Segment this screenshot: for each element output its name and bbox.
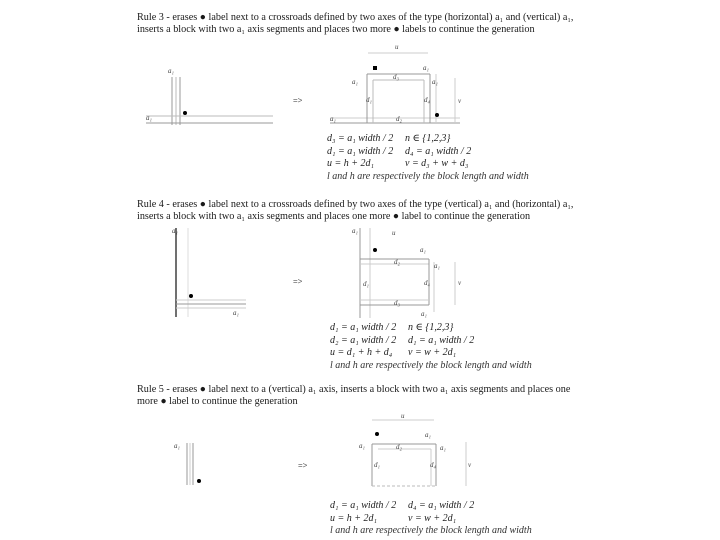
d4-label: d₄ bbox=[424, 96, 430, 104]
transform-arrow: => bbox=[293, 96, 303, 105]
axis-label: a₁ bbox=[359, 442, 365, 450]
axis-label: a₁ bbox=[440, 444, 446, 452]
formula-row: u = h + 2d₁ v = d₃ + w + d₃ bbox=[327, 158, 469, 169]
formula-row: d₁ = a₁ width / 2 n ∈ {1,2,3} bbox=[330, 322, 454, 333]
formula-row: d₃ = a₁ width / 2 n ∈ {1,2,3} bbox=[327, 133, 451, 144]
d4-label: d₄ bbox=[424, 279, 430, 287]
formula-row: u = d₁ + h + d₄ v = w + 2d₁ bbox=[330, 347, 457, 358]
axis-label: a₁ bbox=[423, 64, 429, 72]
formula-row: d₁ = a₁ width / 2 d₄ = a₁ width / 2 bbox=[330, 500, 475, 511]
rule-5-formulas bbox=[330, 500, 532, 538]
d3-label: d₃ bbox=[394, 299, 400, 307]
rule-4-formulas bbox=[330, 322, 532, 372]
rule-3-line-2: inserts a block with two a₁ axis segments and places two more ● labels to continue the generation bbox=[137, 24, 535, 35]
axis-label: a₁ bbox=[172, 227, 178, 235]
d2-label: d₂ bbox=[396, 115, 402, 123]
axis-label: a₁ bbox=[425, 431, 431, 439]
rule-3-formulas bbox=[327, 133, 529, 183]
d1-label: d₁ bbox=[374, 461, 380, 469]
dimension-u-label: u bbox=[401, 412, 405, 420]
formula-note: l and h are respectively the block length and width bbox=[330, 525, 532, 536]
axis-label: a₁ bbox=[168, 67, 174, 75]
rule-5-after-diagram bbox=[372, 420, 466, 486]
axis-label: a₁ bbox=[146, 114, 152, 122]
formula-note: l and h are respectively the block length and width bbox=[327, 170, 529, 182]
rule-4-line-2: inserts a block with two a₁ axis segments and places one more ● label to continue the generation bbox=[137, 211, 531, 222]
rule-4-after-diagram bbox=[360, 228, 455, 318]
rule-5-before-diagram bbox=[187, 443, 193, 485]
axis-label: a₁ bbox=[432, 78, 438, 86]
axis-label: a₁ bbox=[174, 442, 180, 450]
axis-label: a₁ bbox=[352, 78, 358, 86]
rule-4-before-diagram bbox=[176, 228, 246, 317]
d3-label: d₃ bbox=[393, 73, 399, 81]
dimension-v-label: v bbox=[458, 97, 462, 105]
rule-3-line-1: Rule 3 - erases ● label next to a crossroads defined by two axes of the type (horizontal) a₁ and (vertical) a₁, bbox=[137, 12, 574, 23]
generation-label-dot bbox=[373, 66, 377, 70]
dimension-v-label: v bbox=[458, 279, 462, 287]
dimension-v-label: v bbox=[468, 461, 472, 469]
formula-row: u = h + 2d₁ v = w + 2d₁ bbox=[330, 512, 457, 524]
d2-label: d₂ bbox=[394, 258, 400, 266]
axis-label: a₁ bbox=[233, 309, 239, 317]
rule-5-line-1: Rule 5 - erases ● label next to a (vertical) a₁ axis, inserts a block with two a₁ axis segments and places one bbox=[137, 384, 571, 395]
generation-label-dot bbox=[189, 294, 193, 298]
axis-label: a₁ bbox=[330, 115, 336, 123]
transform-arrow: => bbox=[293, 277, 303, 286]
generation-label-dot bbox=[373, 248, 377, 252]
dimension-u-label: u bbox=[392, 229, 396, 237]
formula-row: d₂ = a₁ width / 2 d₁ = a₁ width / 2 bbox=[330, 334, 475, 346]
generation-label-dot bbox=[435, 113, 439, 117]
generation-label-dot bbox=[375, 432, 379, 436]
formula-note: l and h are respectively the block length and width bbox=[330, 359, 532, 371]
axis-label: a₁ bbox=[352, 227, 358, 235]
formula-row: d₁ = a₁ width / 2 d₄ = a₁ width / 2 bbox=[327, 145, 472, 157]
rule-3-after-diagram bbox=[330, 53, 460, 123]
generation-label-dot bbox=[197, 479, 201, 483]
axis-label: a₁ bbox=[434, 262, 440, 270]
rule-4-line-1: Rule 4 - erases ● label next to a crossroads defined by two axes of the type (vertical) a₁ and (horizontal) a₁, bbox=[137, 199, 574, 210]
d2-label: d₂ bbox=[396, 443, 402, 451]
dimension-u-label: u bbox=[395, 43, 399, 51]
rule-3-before-diagram bbox=[146, 77, 273, 125]
axis-label: a₁ bbox=[421, 310, 427, 318]
d1-label: d₁ bbox=[363, 280, 369, 288]
rule-5-line-2: more ● label to continue the generation bbox=[137, 396, 298, 407]
generation-label-dot bbox=[183, 111, 187, 115]
d1-label: d₁ bbox=[366, 96, 372, 104]
transform-arrow: => bbox=[298, 461, 308, 470]
axis-label: a₁ bbox=[420, 246, 426, 254]
d4-label: d₄ bbox=[430, 461, 436, 469]
